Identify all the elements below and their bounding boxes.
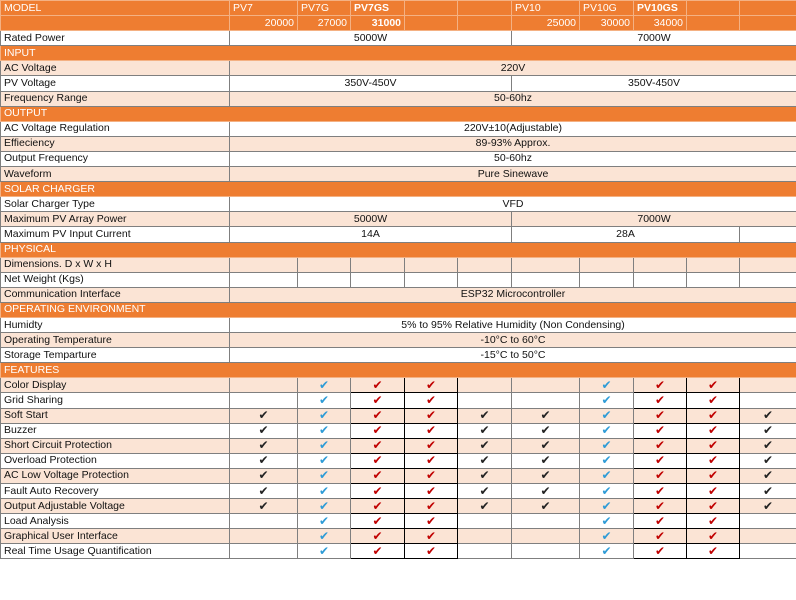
check-icon: ✔ (405, 514, 458, 529)
check-icon: ✔ (405, 378, 458, 393)
check-icon: ✔ (512, 453, 580, 468)
check-icon: ✔ (298, 514, 351, 529)
check-icon: ✔ (740, 438, 796, 453)
table-row (1, 106, 796, 121)
check-icon: ✔ (580, 423, 634, 438)
price-label (1, 16, 230, 31)
check-icon: ✔ (580, 438, 634, 453)
empty-cell (458, 544, 512, 559)
spec-value-pv7: 5000W (230, 31, 512, 46)
check-icon: ✔ (512, 499, 580, 514)
empty-cell (512, 544, 580, 559)
feature-label: Color Display (1, 378, 230, 393)
check-icon: ✔ (512, 408, 580, 423)
spec-label: Dimensions. D x W x H (1, 257, 230, 272)
spec-value-pv10: 350V-450V (512, 76, 796, 91)
check-icon: ✔ (740, 453, 796, 468)
empty-cell (458, 514, 512, 529)
empty-cell (512, 257, 580, 272)
check-icon: ✔ (687, 408, 740, 423)
check-icon: ✔ (405, 438, 458, 453)
empty-cell (230, 529, 298, 544)
spec-label: Storage Temparture (1, 348, 230, 363)
empty-cell (512, 272, 580, 287)
table-row (1, 197, 796, 212)
check-icon: ✔ (634, 514, 687, 529)
check-icon: ✔ (351, 514, 405, 529)
feature-label: Short Circuit Protection (1, 438, 230, 453)
check-icon: ✔ (458, 484, 512, 499)
check-icon: ✔ (230, 438, 298, 453)
spec-value: -10°C to 60°C (230, 333, 796, 348)
table-row (1, 242, 796, 257)
check-icon: ✔ (405, 544, 458, 559)
section-title: SOLAR CHARGER (1, 182, 796, 197)
spec-value: 89-93% Approx. (230, 136, 796, 151)
table-row (1, 317, 796, 332)
spec-value: -15°C to 50°C (230, 348, 796, 363)
table-row (1, 544, 796, 559)
feature-label: Overload Protection (1, 453, 230, 468)
check-icon: ✔ (634, 393, 687, 408)
check-icon: ✔ (298, 544, 351, 559)
spec-value: 220V±10(Adjustable) (230, 121, 796, 136)
table-row (1, 529, 796, 544)
spec-value: 50-60hz (230, 151, 796, 166)
check-icon: ✔ (687, 423, 740, 438)
model-price (740, 16, 796, 31)
empty-cell (298, 272, 351, 287)
check-icon: ✔ (687, 378, 740, 393)
model-price: 25000 (512, 16, 580, 31)
spec-table-body (1, 1, 796, 559)
table-row (1, 468, 796, 483)
check-icon: ✔ (687, 468, 740, 483)
spec-value: ESP32 Microcontroller (230, 287, 796, 302)
table-row (1, 363, 796, 378)
empty-cell (740, 544, 796, 559)
check-icon: ✔ (298, 438, 351, 453)
check-icon: ✔ (580, 468, 634, 483)
table-row (1, 257, 796, 272)
feature-label: Load Analysis (1, 514, 230, 529)
check-icon: ✔ (512, 423, 580, 438)
empty-cell (512, 529, 580, 544)
empty-cell (580, 272, 634, 287)
spec-label: AC Voltage Regulation (1, 121, 230, 136)
check-icon: ✔ (512, 468, 580, 483)
empty-cell (740, 514, 796, 529)
spec-label: Output Frequency (1, 151, 230, 166)
empty-cell (458, 378, 512, 393)
section-title: INPUT (1, 46, 796, 61)
check-icon: ✔ (458, 438, 512, 453)
spec-label: Net Weight (Kgs) (1, 272, 230, 287)
model-price: 34000 (634, 16, 687, 31)
empty-cell (634, 272, 687, 287)
empty-cell (512, 378, 580, 393)
model-name: PV7G (298, 1, 351, 16)
check-icon: ✔ (740, 423, 796, 438)
check-icon: ✔ (298, 408, 351, 423)
check-icon: ✔ (687, 393, 740, 408)
spec-label: Frequency Range (1, 91, 230, 106)
check-icon: ✔ (405, 393, 458, 408)
empty-cell (512, 514, 580, 529)
empty-cell (740, 227, 796, 242)
check-icon: ✔ (230, 423, 298, 438)
check-icon: ✔ (298, 484, 351, 499)
table-row (1, 272, 796, 287)
empty-cell (230, 272, 298, 287)
empty-cell (740, 393, 796, 408)
empty-cell (230, 514, 298, 529)
check-icon: ✔ (512, 484, 580, 499)
check-icon: ✔ (687, 453, 740, 468)
check-icon: ✔ (298, 529, 351, 544)
check-icon: ✔ (405, 484, 458, 499)
check-icon: ✔ (458, 408, 512, 423)
check-icon: ✔ (687, 544, 740, 559)
table-row (1, 423, 796, 438)
table-row (1, 76, 796, 91)
table-row (1, 408, 796, 423)
check-icon: ✔ (634, 468, 687, 483)
table-row (1, 499, 796, 514)
check-icon: ✔ (687, 438, 740, 453)
table-row (1, 121, 796, 136)
table-row (1, 91, 796, 106)
check-icon: ✔ (634, 378, 687, 393)
empty-cell (740, 378, 796, 393)
model-label: MODEL (1, 1, 230, 16)
check-icon: ✔ (405, 408, 458, 423)
model-name: PV10 (512, 1, 580, 16)
check-icon: ✔ (512, 438, 580, 453)
check-icon: ✔ (687, 514, 740, 529)
spec-label: Operating Temperature (1, 333, 230, 348)
check-icon: ✔ (458, 468, 512, 483)
section-title: PHYSICAL (1, 242, 796, 257)
spec-value-pv10: 28A (512, 227, 740, 242)
table-row (1, 348, 796, 363)
check-icon: ✔ (580, 529, 634, 544)
check-icon: ✔ (634, 408, 687, 423)
spec-label: Waveform (1, 167, 230, 182)
check-icon: ✔ (230, 408, 298, 423)
spec-value-pv10: 7000W (512, 212, 796, 227)
check-icon: ✔ (634, 453, 687, 468)
feature-label: Output Adjustable Voltage (1, 499, 230, 514)
check-icon: ✔ (580, 408, 634, 423)
spec-value-pv7: 14A (230, 227, 512, 242)
model-price: 30000 (580, 16, 634, 31)
empty-cell (634, 257, 687, 272)
check-icon: ✔ (351, 484, 405, 499)
spec-value: 50-60hz (230, 91, 796, 106)
model-name (687, 1, 740, 16)
model-price (687, 16, 740, 31)
check-icon: ✔ (634, 438, 687, 453)
table-row (1, 378, 796, 393)
empty-cell (405, 257, 458, 272)
empty-cell (740, 272, 796, 287)
model-name: PV7GS (351, 1, 405, 16)
section-title: OUTPUT (1, 106, 796, 121)
check-icon: ✔ (351, 423, 405, 438)
model-name (405, 1, 458, 16)
check-icon: ✔ (634, 484, 687, 499)
spec-label: PV Voltage (1, 76, 230, 91)
check-icon: ✔ (740, 468, 796, 483)
check-icon: ✔ (458, 423, 512, 438)
check-icon: ✔ (580, 378, 634, 393)
model-name (458, 1, 512, 16)
check-icon: ✔ (634, 423, 687, 438)
check-icon: ✔ (351, 499, 405, 514)
model-price: 27000 (298, 16, 351, 31)
check-icon: ✔ (580, 393, 634, 408)
check-icon: ✔ (580, 453, 634, 468)
model-price: 20000 (230, 16, 298, 31)
check-icon: ✔ (740, 408, 796, 423)
model-name (740, 1, 796, 16)
check-icon: ✔ (740, 499, 796, 514)
spec-value-pv7: 350V-450V (230, 76, 512, 91)
empty-cell (230, 378, 298, 393)
check-icon: ✔ (634, 529, 687, 544)
table-row (1, 46, 796, 61)
model-price (458, 16, 512, 31)
table-row (1, 438, 796, 453)
check-icon: ✔ (405, 468, 458, 483)
empty-cell (687, 257, 740, 272)
empty-cell (405, 272, 458, 287)
model-name: PV10GS (634, 1, 687, 16)
empty-cell (740, 257, 796, 272)
spec-label: Effieciency (1, 136, 230, 151)
check-icon: ✔ (351, 378, 405, 393)
spec-label: Maximum PV Array Power (1, 212, 230, 227)
check-icon: ✔ (298, 453, 351, 468)
empty-cell (298, 257, 351, 272)
check-icon: ✔ (687, 529, 740, 544)
check-icon: ✔ (298, 393, 351, 408)
feature-label: Grid Sharing (1, 393, 230, 408)
spec-label: Communication Interface (1, 287, 230, 302)
feature-label: AC Low Voltage Protection (1, 468, 230, 483)
empty-cell (458, 272, 512, 287)
check-icon: ✔ (740, 484, 796, 499)
empty-cell (687, 272, 740, 287)
check-icon: ✔ (351, 544, 405, 559)
feature-label: Real Time Usage Quantification (1, 544, 230, 559)
check-icon: ✔ (298, 499, 351, 514)
check-icon: ✔ (230, 468, 298, 483)
check-icon: ✔ (351, 529, 405, 544)
check-icon: ✔ (230, 499, 298, 514)
check-icon: ✔ (580, 484, 634, 499)
table-row (1, 287, 796, 302)
spec-value-pv10: 7000W (512, 31, 796, 46)
empty-cell (230, 544, 298, 559)
check-icon: ✔ (634, 544, 687, 559)
feature-label: Soft Start (1, 408, 230, 423)
check-icon: ✔ (458, 453, 512, 468)
table-row (1, 212, 796, 227)
section-title: FEATURES (1, 363, 796, 378)
check-icon: ✔ (580, 544, 634, 559)
table-row (1, 453, 796, 468)
check-icon: ✔ (405, 453, 458, 468)
empty-cell (230, 393, 298, 408)
table-row (1, 302, 796, 317)
section-title: OPERATING ENVIRONMENT (1, 302, 796, 317)
model-name: PV10G (580, 1, 634, 16)
table-row (1, 1, 796, 16)
check-icon: ✔ (687, 499, 740, 514)
table-row (1, 31, 796, 46)
spec-label: AC Voltage (1, 61, 230, 76)
feature-label: Fault Auto Recovery (1, 484, 230, 499)
model-name: PV7 (230, 1, 298, 16)
empty-cell (458, 393, 512, 408)
table-row (1, 333, 796, 348)
check-icon: ✔ (687, 484, 740, 499)
check-icon: ✔ (580, 499, 634, 514)
check-icon: ✔ (634, 499, 687, 514)
check-icon: ✔ (405, 499, 458, 514)
feature-label: Buzzer (1, 423, 230, 438)
check-icon: ✔ (580, 514, 634, 529)
empty-cell (351, 257, 405, 272)
spec-value: 220V (230, 61, 796, 76)
feature-label: Graphical User Interface (1, 529, 230, 544)
check-icon: ✔ (298, 378, 351, 393)
check-icon: ✔ (230, 484, 298, 499)
empty-cell (740, 529, 796, 544)
check-icon: ✔ (351, 438, 405, 453)
check-icon: ✔ (405, 423, 458, 438)
spec-label: Solar Charger Type (1, 197, 230, 212)
spec-label: Rated Power (1, 31, 230, 46)
check-icon: ✔ (458, 499, 512, 514)
empty-cell (230, 257, 298, 272)
table-row (1, 61, 796, 76)
spec-value-pv7: 5000W (230, 212, 512, 227)
check-icon: ✔ (351, 393, 405, 408)
spec-value: VFD (230, 197, 796, 212)
check-icon: ✔ (351, 468, 405, 483)
table-row (1, 16, 796, 31)
check-icon: ✔ (351, 408, 405, 423)
empty-cell (580, 257, 634, 272)
empty-cell (458, 529, 512, 544)
table-row (1, 514, 796, 529)
empty-cell (351, 272, 405, 287)
table-row (1, 136, 796, 151)
table-row (1, 393, 796, 408)
check-icon: ✔ (298, 423, 351, 438)
spec-label: Humidty (1, 317, 230, 332)
model-price: 31000 (351, 16, 405, 31)
check-icon: ✔ (405, 529, 458, 544)
empty-cell (458, 257, 512, 272)
table-row (1, 484, 796, 499)
table-row (1, 182, 796, 197)
table-row (1, 151, 796, 166)
spec-value: 5% to 95% Relative Humidity (Non Condensing) (230, 317, 796, 332)
spec-label: Maximum PV Input Current (1, 227, 230, 242)
table-row (1, 167, 796, 182)
model-price (405, 16, 458, 31)
check-icon: ✔ (351, 453, 405, 468)
spec-value: Pure Sinewave (230, 167, 796, 182)
empty-cell (512, 393, 580, 408)
table-row (1, 227, 796, 242)
check-icon: ✔ (298, 468, 351, 483)
check-icon: ✔ (230, 453, 298, 468)
